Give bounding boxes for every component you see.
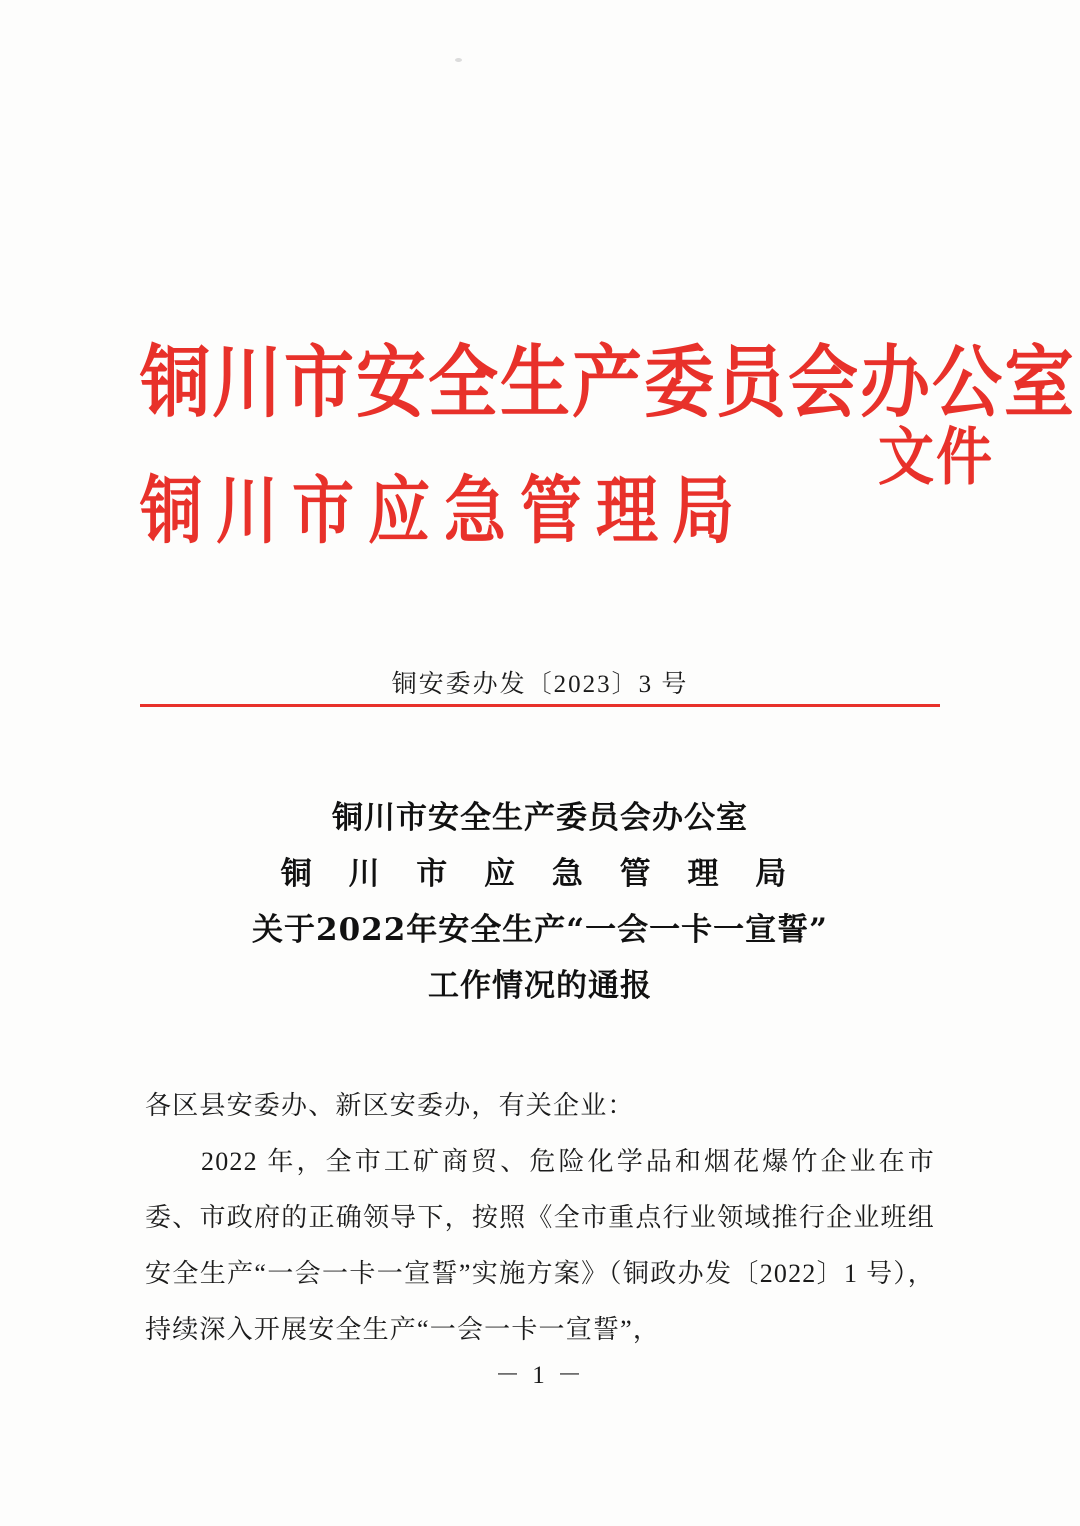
page-number: － 1 － xyxy=(494,1362,585,1389)
letterhead-document-word: 文件 xyxy=(878,420,994,495)
title-line-3: 关于2022年安全生产“一会一卡一宣誓” xyxy=(252,912,828,948)
document-title xyxy=(0,790,1080,1014)
scan-speck xyxy=(455,58,462,62)
letterhead-line-2: 铜川市应急管理局 xyxy=(140,467,749,554)
body-paragraph-salutation: 各区县安委办、新区安委办，有关企业： xyxy=(145,1091,635,1120)
document-body xyxy=(145,1078,935,1358)
title-line-2: 铜 川 市 应 急 管 理 局 xyxy=(280,856,800,892)
letterhead xyxy=(0,300,1080,580)
letterhead-line-1: 铜川市安全生产委员会办公室 xyxy=(140,335,1076,429)
body-paragraph-1: 2022 年，全市工矿商贸、危险化学品和烟花爆竹企业在市委、市政府的正确领导下，按照《全市重点行业领域推行企业班组安全生产“一会一卡一宣誓”实施方案》（铜政办发〔2022〕1 号），持续深入开展安全生产“一会一卡一宣誓”， xyxy=(145,1147,935,1344)
title-line-4: 工作情况的通报 xyxy=(428,968,652,1004)
document-number: 铜安委办发〔2023〕3 号 xyxy=(391,671,689,698)
title-line-1: 铜川市安全生产委员会办公室 xyxy=(332,800,748,836)
red-divider-rule xyxy=(140,704,940,707)
